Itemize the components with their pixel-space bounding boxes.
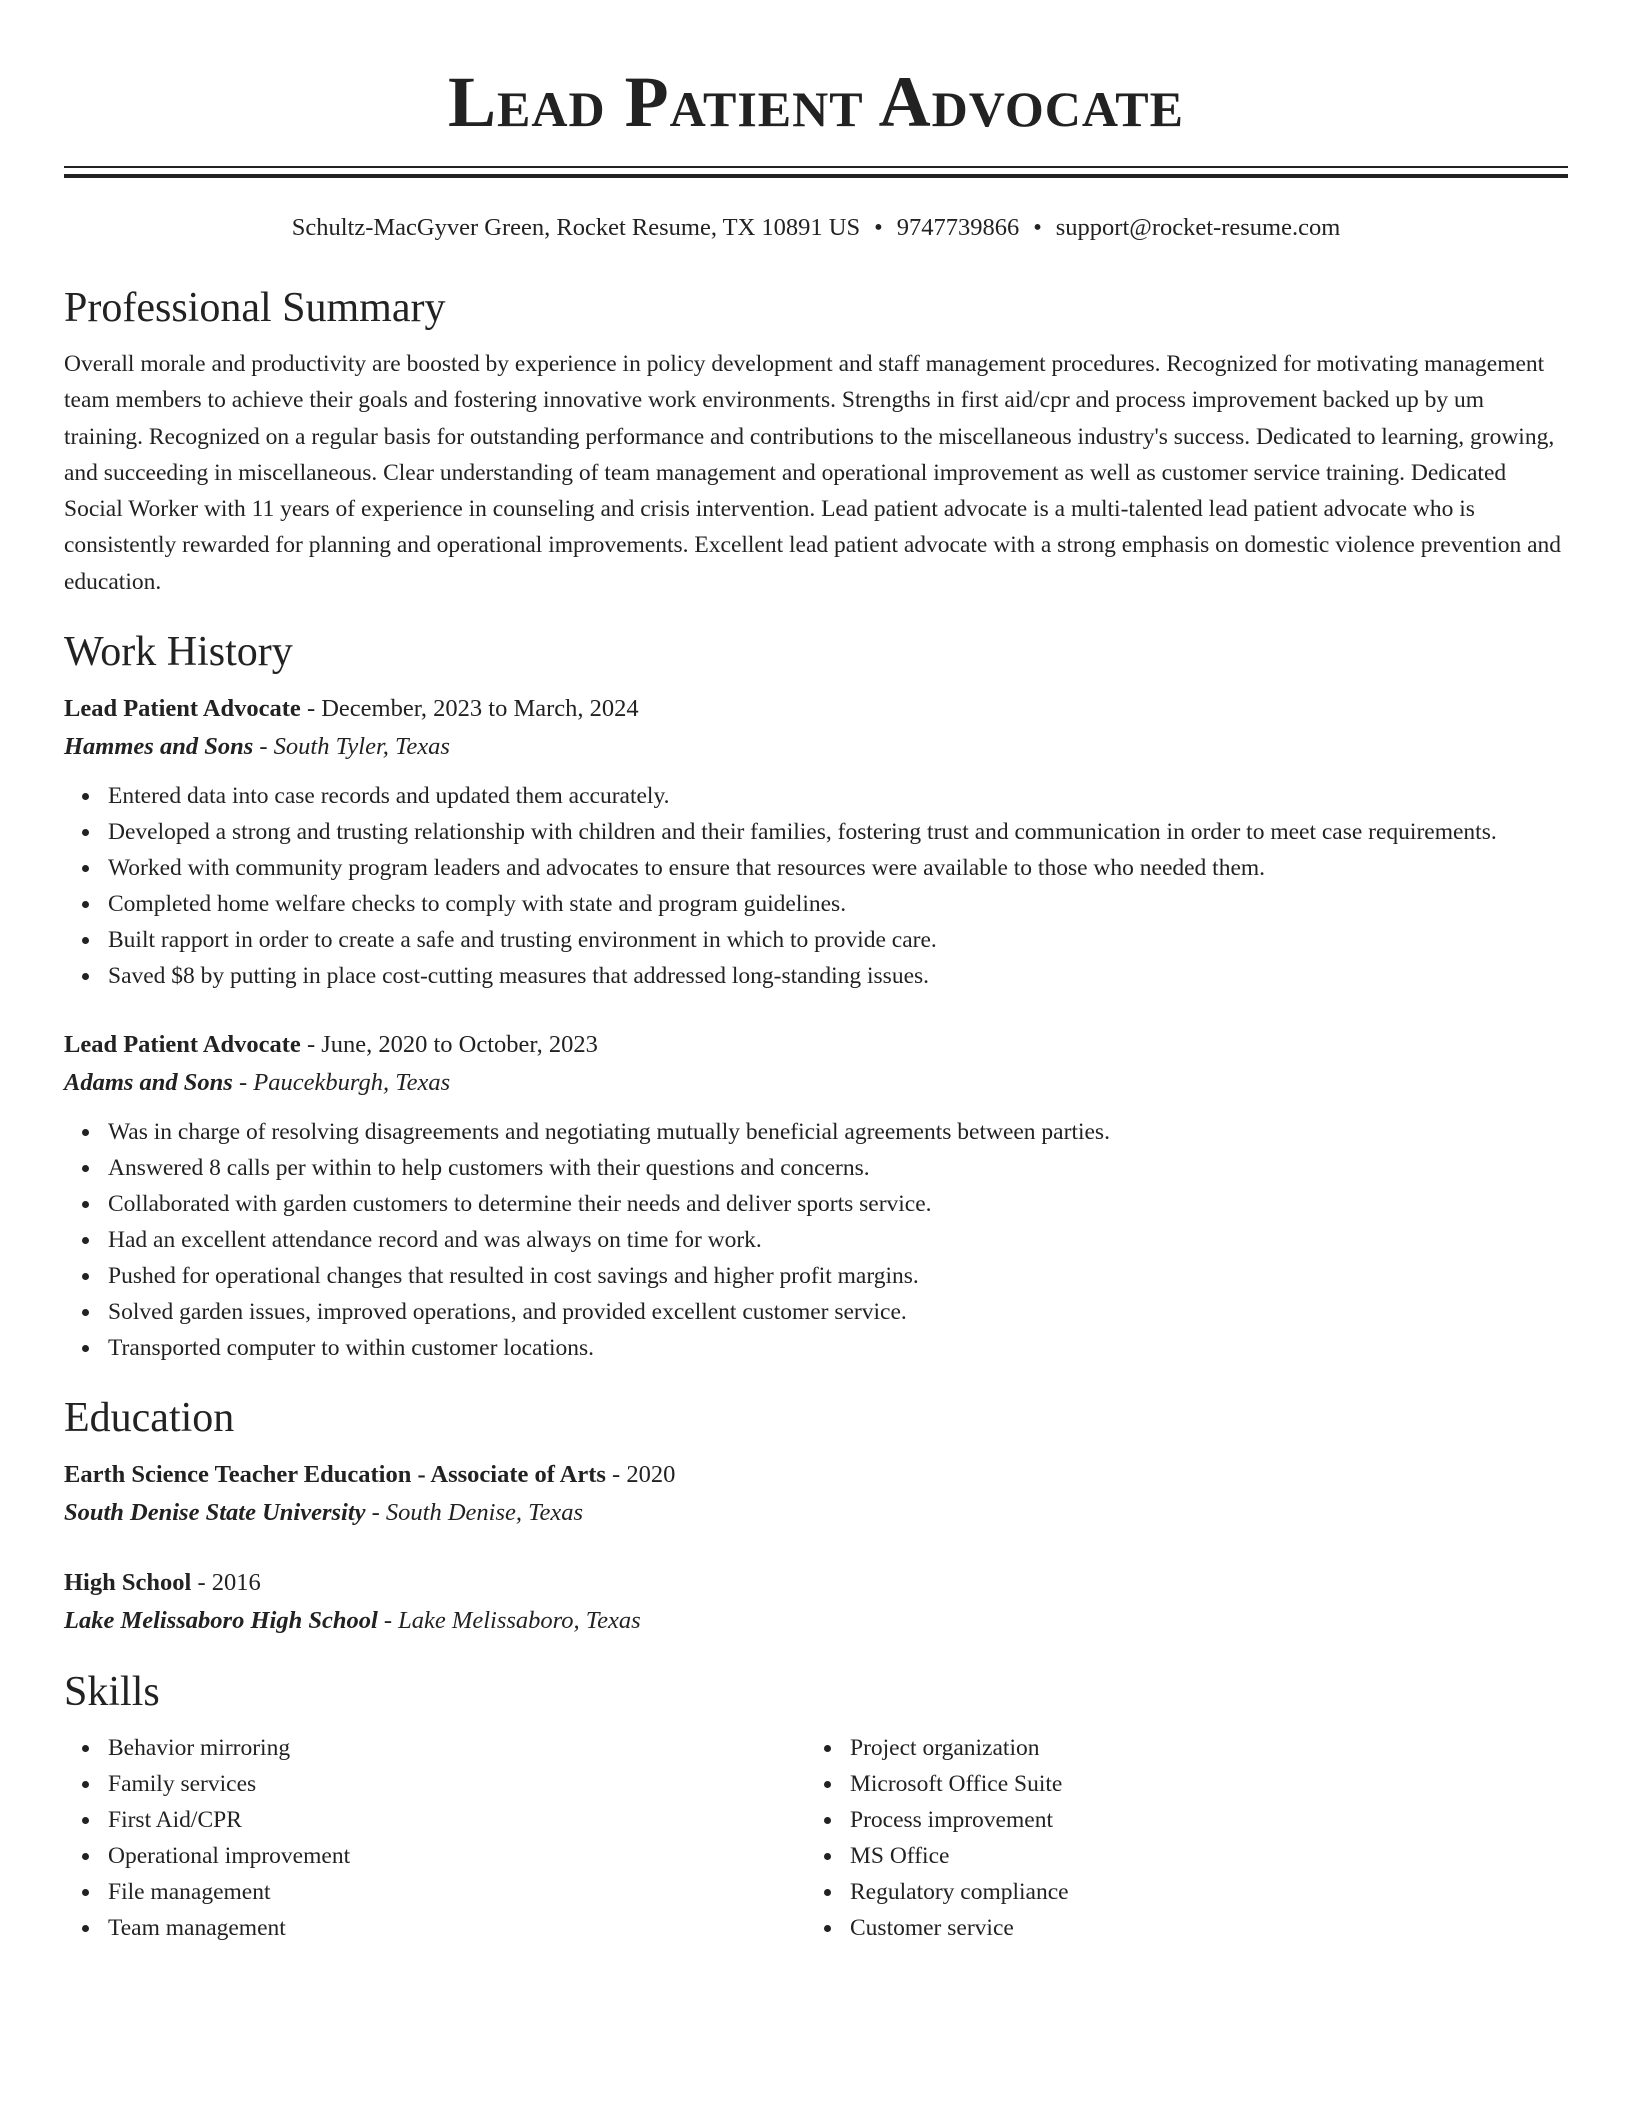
- job-dates: - December, 2023 to March, 2024: [300, 695, 639, 723]
- job-bullets: [64, 1114, 1568, 1366]
- contact-separator: •: [1033, 214, 1042, 241]
- work-history-heading: Work History: [64, 629, 293, 676]
- degree-name: Earth Science Teacher Education - Associate of Arts: [64, 1461, 606, 1489]
- education-entry: [64, 1564, 1568, 1640]
- contact-phone: 9747739866: [896, 214, 1020, 241]
- company-location: - Paucekburgh, Texas: [232, 1069, 451, 1097]
- company-name: Adams and Sons: [64, 1069, 233, 1097]
- skills-column-left: [64, 1730, 806, 1946]
- skill-item: Operational improvement: [108, 1838, 806, 1874]
- contact-address: Schultz-MacGyver Green, Rocket Resume, TX 10891 US: [291, 214, 861, 241]
- degree-year: - 2020: [605, 1461, 676, 1489]
- skill-item: MS Office: [850, 1838, 1548, 1874]
- skill-item: Process improvement: [850, 1802, 1548, 1838]
- education-heading: Education: [64, 1395, 235, 1442]
- skill-item: Team management: [108, 1910, 806, 1946]
- skill-item: Project organization: [850, 1730, 1548, 1766]
- school-name: Lake Melissaboro High School: [64, 1607, 378, 1635]
- contact-email: support@rocket-resume.com: [1055, 214, 1341, 241]
- degree-name: High School: [64, 1569, 192, 1597]
- company-location: - South Tyler, Texas: [253, 733, 450, 761]
- job-title: Lead Patient Advocate: [64, 1031, 301, 1059]
- summary-heading: Professional Summary: [64, 285, 446, 331]
- list-item: Entered data into case records and updated them accurately.: [108, 778, 1568, 814]
- school-line: [64, 1494, 1568, 1532]
- job-title-line: [64, 1026, 1568, 1064]
- title-divider-top: [64, 166, 1568, 168]
- company-line: [64, 1064, 1568, 1102]
- degree-line: [64, 1456, 1568, 1494]
- skill-item: Regulatory compliance: [850, 1874, 1548, 1910]
- degree-year: - 2016: [191, 1569, 261, 1597]
- skill-item: Customer service: [850, 1910, 1548, 1946]
- list-item: Completed home welfare checks to comply with state and program guidelines.: [108, 886, 1568, 922]
- skill-item: File management: [108, 1874, 806, 1910]
- list-item: Transported computer to within customer locations.: [108, 1330, 1568, 1366]
- list-item: Answered 8 calls per within to help customers with their questions and concerns.: [108, 1150, 1568, 1186]
- resume-title: Lead Patient Advocate: [448, 62, 1184, 142]
- skill-item: First Aid/CPR: [108, 1802, 806, 1838]
- job-entry: [64, 690, 1568, 994]
- list-item: Built rapport in order to create a safe and trusting environment in which to provide care.: [108, 922, 1568, 958]
- skills-column-right: [806, 1730, 1548, 1946]
- list-item: Worked with community program leaders and advocates to ensure that resources were available to those who needed them.: [108, 850, 1568, 886]
- job-title: Lead Patient Advocate: [64, 695, 301, 723]
- job-dates: - June, 2020 to October, 2023: [300, 1031, 598, 1059]
- list-item: Collaborated with garden customers to determine their needs and deliver sports service.: [108, 1186, 1568, 1222]
- skill-item: Family services: [108, 1766, 806, 1802]
- company-name: Hammes and Sons: [64, 733, 254, 761]
- skills-heading: Skills: [64, 1669, 160, 1716]
- list-item: Solved garden issues, improved operations, and provided excellent customer service.: [108, 1294, 1568, 1330]
- list-item: Was in charge of resolving disagreements and negotiating mutually beneficial agreements between parties.: [108, 1114, 1568, 1150]
- degree-line: [64, 1564, 1568, 1602]
- contact-line: [64, 212, 1568, 244]
- school-line: [64, 1602, 1568, 1640]
- summary-text: Overall morale and productivity are boosted by experience in policy development and staff management procedures. Recognized for motivating management team members to achieve their goals and fostering innovative work environments. Strengths in first aid/cpr and process improvement backed up by um training. Recognized on a regular basis for outstanding performance and contributions to the miscellaneous industry's success. Dedicated to learning, growing, and succeeding in miscellaneous. Clear understanding of team management and operational improvement as well as customer service training. Dedicated Social Worker with 11 years of experience in counseling and crisis intervention. Lead patient advocate is a multi-talented lead patient advocate who is consistently rewarded for planning and operational improvements. Excellent lead patient advocate with a strong emphasis on domestic violence prevention and education.: [64, 351, 1562, 595]
- title-divider-bottom: [64, 174, 1568, 178]
- list-item: Pushed for operational changes that resulted in cost savings and higher profit margins.: [108, 1258, 1568, 1294]
- school-name: South Denise State University: [64, 1499, 366, 1527]
- education-entry: [64, 1456, 1568, 1532]
- list-item: Saved $8 by putting in place cost-cutting measures that addressed long-standing issues.: [108, 958, 1568, 994]
- skill-item: Behavior mirroring: [108, 1730, 806, 1766]
- skills-list: [64, 1730, 806, 1946]
- skills-list: [806, 1730, 1548, 1946]
- contact-separator: •: [874, 214, 883, 241]
- company-line: [64, 728, 1568, 766]
- job-entry: [64, 1026, 1568, 1366]
- job-bullets: [64, 778, 1568, 994]
- list-item: Developed a strong and trusting relationship with children and their families, fostering trust and communication in order to meet case requirements.: [108, 814, 1568, 850]
- skills-grid: [64, 1730, 1568, 1946]
- list-item: Had an excellent attendance record and was always on time for work.: [108, 1222, 1568, 1258]
- job-title-line: [64, 690, 1568, 728]
- school-location: - Lake Melissaboro, Texas: [377, 1607, 641, 1635]
- skill-item: Microsoft Office Suite: [850, 1766, 1548, 1802]
- school-location: - South Denise, Texas: [365, 1499, 584, 1527]
